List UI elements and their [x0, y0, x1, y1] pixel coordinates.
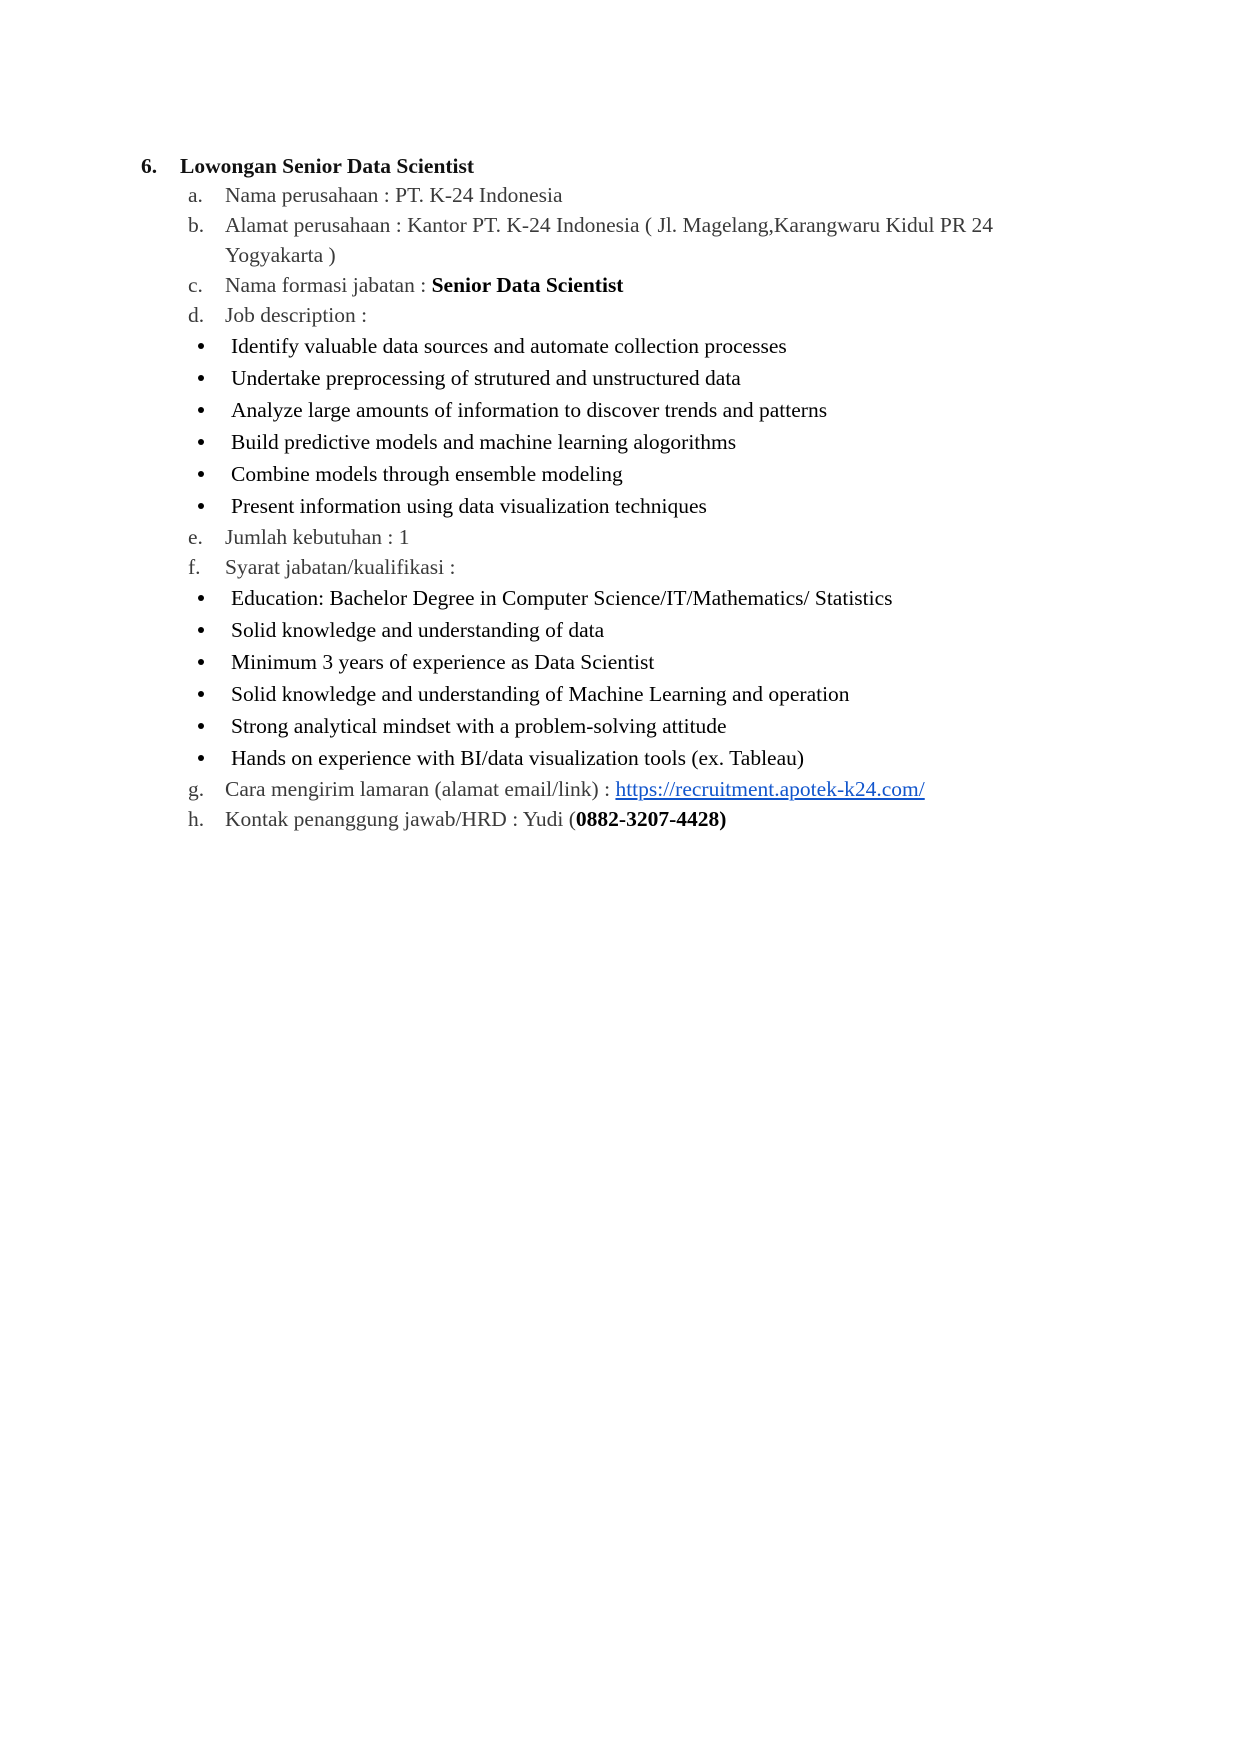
item-label: g.	[188, 777, 205, 801]
list-item	[188, 394, 1088, 426]
item-hr-contact	[188, 804, 1088, 834]
list-item	[188, 582, 1088, 614]
bullet-icon	[198, 595, 204, 601]
item-text	[225, 774, 1088, 804]
list-item	[188, 646, 1088, 678]
bullet-icon	[198, 659, 204, 665]
list-item	[188, 742, 1088, 774]
qualification-bullets	[188, 582, 1088, 774]
item-text	[225, 270, 1088, 300]
bullet-text: Hands on experience with BI/data visualization tools (ex. Tableau)	[231, 746, 805, 770]
job-details-list	[188, 180, 1088, 834]
bullet-icon	[198, 343, 204, 349]
contact-phone: 0882-3207-4428)	[575, 807, 727, 831]
item-label: h.	[188, 807, 205, 831]
item-company-name	[188, 180, 1088, 210]
bullet-icon	[198, 755, 204, 761]
bullet-icon	[198, 691, 204, 697]
job-description-bullets	[188, 330, 1088, 522]
bullet-text: Build predictive models and machine learning alogorithms	[231, 430, 737, 454]
section-heading	[141, 151, 474, 181]
item-qualifications	[188, 552, 1088, 582]
item-job-description	[188, 300, 1088, 330]
bullet-icon	[198, 439, 204, 445]
item-label: f.	[188, 555, 201, 579]
position-title: Senior Data Scientist	[431, 273, 624, 297]
list-item	[188, 678, 1088, 710]
bullet-icon	[198, 407, 204, 413]
bullet-text: Combine models through ensemble modeling	[231, 462, 623, 486]
item-text: Alamat perusahaan : Kantor PT. K-24 Indonesia ( Jl. Magelang,Karangwaru Kidul PR 24 Yogyakarta )	[225, 213, 994, 267]
item-text: Nama perusahaan : PT. K-24 Indonesia	[225, 183, 563, 207]
bullet-text: Present information using data visualization techniques	[231, 494, 707, 518]
list-item	[188, 362, 1088, 394]
bullet-text: Education: Bachelor Degree in Computer Science/IT/Mathematics/ Statistics	[231, 586, 893, 610]
application-prefix: Cara mengirim lamaran (alamat email/link) :	[225, 777, 616, 801]
item-label: e.	[188, 525, 203, 549]
item-application-method	[188, 774, 1088, 804]
contact-prefix: Kontak penanggung jawab/HRD : Yudi (	[225, 807, 576, 831]
position-prefix: Nama formasi jabatan :	[225, 273, 432, 297]
bullet-icon	[198, 471, 204, 477]
bullet-text: Minimum 3 years of experience as Data Scientist	[231, 650, 655, 674]
bullet-text: Identify valuable data sources and automate collection processes	[231, 334, 787, 358]
bullet-text: Solid knowledge and understanding of Machine Learning and operation	[231, 682, 850, 706]
list-item	[188, 614, 1088, 646]
list-item	[188, 710, 1088, 742]
section-number: 6.	[141, 154, 158, 178]
bullet-text: Strong analytical mindset with a problem-solving attitude	[231, 714, 727, 738]
item-label: b.	[188, 213, 205, 237]
section-title: Lowongan Senior Data Scientist	[180, 154, 475, 178]
item-text: Jumlah kebutuhan : 1	[225, 525, 410, 549]
item-text	[225, 804, 1088, 834]
bullet-icon	[198, 375, 204, 381]
bullet-icon	[198, 627, 204, 633]
bullet-text: Solid knowledge and understanding of data	[231, 618, 605, 642]
recruitment-link[interactable]: https://recruitment.apotek-k24.com/	[615, 777, 925, 801]
list-item	[188, 490, 1088, 522]
item-text: Job description :	[225, 303, 368, 327]
bullet-icon	[198, 723, 204, 729]
bullet-text: Analyze large amounts of information to discover trends and patterns	[231, 398, 828, 422]
bullet-text: Undertake preprocessing of strutured and unstructured data	[231, 366, 741, 390]
item-position-name	[188, 270, 1088, 300]
item-label: d.	[188, 303, 205, 327]
item-headcount	[188, 522, 1088, 552]
item-label: a.	[188, 183, 203, 207]
list-item	[188, 426, 1088, 458]
list-item	[188, 330, 1088, 362]
bullet-icon	[198, 503, 204, 509]
list-item	[188, 458, 1088, 490]
item-text: Syarat jabatan/kualifikasi :	[225, 555, 456, 579]
item-label: c.	[188, 273, 203, 297]
item-company-address	[188, 210, 1088, 270]
